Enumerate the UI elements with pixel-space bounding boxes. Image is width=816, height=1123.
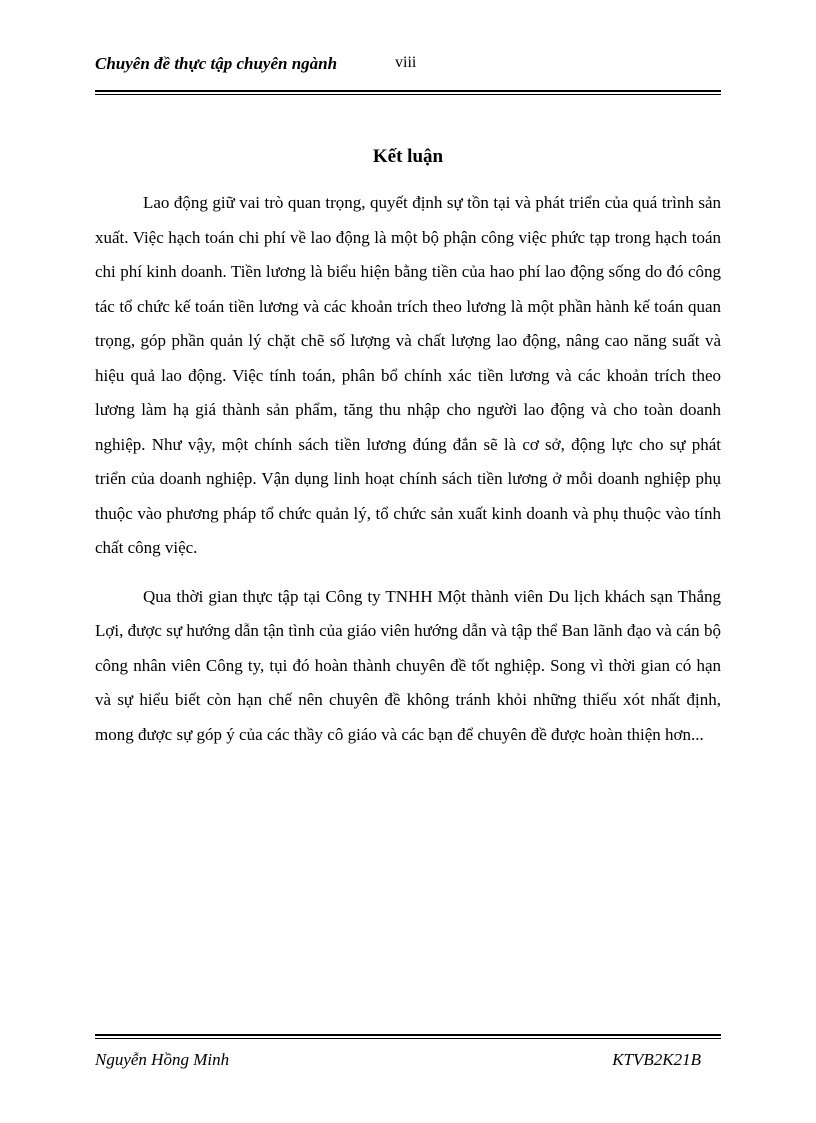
class-code: KTVB2K21B (612, 1050, 701, 1069)
section-heading: Kết luận (372, 146, 444, 167)
header-rule-thick (95, 90, 721, 92)
page-number: viii (395, 54, 417, 71)
paragraph-1: Lao động giữ vai trò quan trọng, quyết định sự tồn tại và phát triển của quá trình sản xuất. Việc hạch toán chi phí về lao động là một bộ phận công việc phức tạp trong hạch toán chi phí kinh doanh. Tiền lương là biểu hiện bằng tiền của hao phí lao động sống do đó công tác tổ chức kế toán tiền lương và các khoản trích theo lương là một phần hành kế toán quan trọng, góp phần quản lý chặt chẽ số lượng và chất lượng lao động, nâng cao năng suất và hiệu quả lao động. Việc tính toán, phân bổ chính xác tiền lương và các khoản trích theo lương làm hạ giá thành sản phẩm, tăng thu nhập cho người lao động và cho toàn doanh nghiệp. Như vậy, một chính sách tiền lương đúng đắn sẽ là cơ sở, động lực cho sự phát triển của doanh nghiệp. Vận dụng linh hoạt chính sách tiền lương ở mỗi doanh nghiệp phụ thuộc vào phương pháp tổ chức quản lý, tổ chức sản xuất kinh doanh và phụ thuộc vào tính chất công việc. (95, 193, 721, 557)
footer-rule-thick (95, 1034, 721, 1036)
footer-double-rule (95, 1034, 721, 1040)
footer-rule-thin (95, 1038, 721, 1039)
document-title: Chuyên đề thực tập chuyên ngành (95, 54, 338, 73)
page-header (95, 52, 721, 78)
paragraph-2: Qua thời gian thực tập tại Công ty TNHH Một thành viên Du lịch khách sạn Thắng Lợi, được sự hướng dẫn tận tình của giáo viên hướng dẫn và tập thể Ban lãnh đạo và cán bộ công nhân viên Công ty, tụi đó hoàn thành chuyên đề tốt nghiệp. Song vì thời gian có hạn và sự hiểu biết còn hạn chế nên chuyên đề không tránh khỏi những thiếu xót nhất định, mong được sự góp ý của các thầy cô giáo và các bạn để chuyên đề được hoàn thiện hơn... (95, 586, 721, 744)
header-rule-thin (95, 94, 721, 95)
body-text (95, 186, 721, 766)
header-double-rule (95, 90, 721, 96)
author-name: Nguyễn Hồng Minh (95, 1050, 230, 1069)
